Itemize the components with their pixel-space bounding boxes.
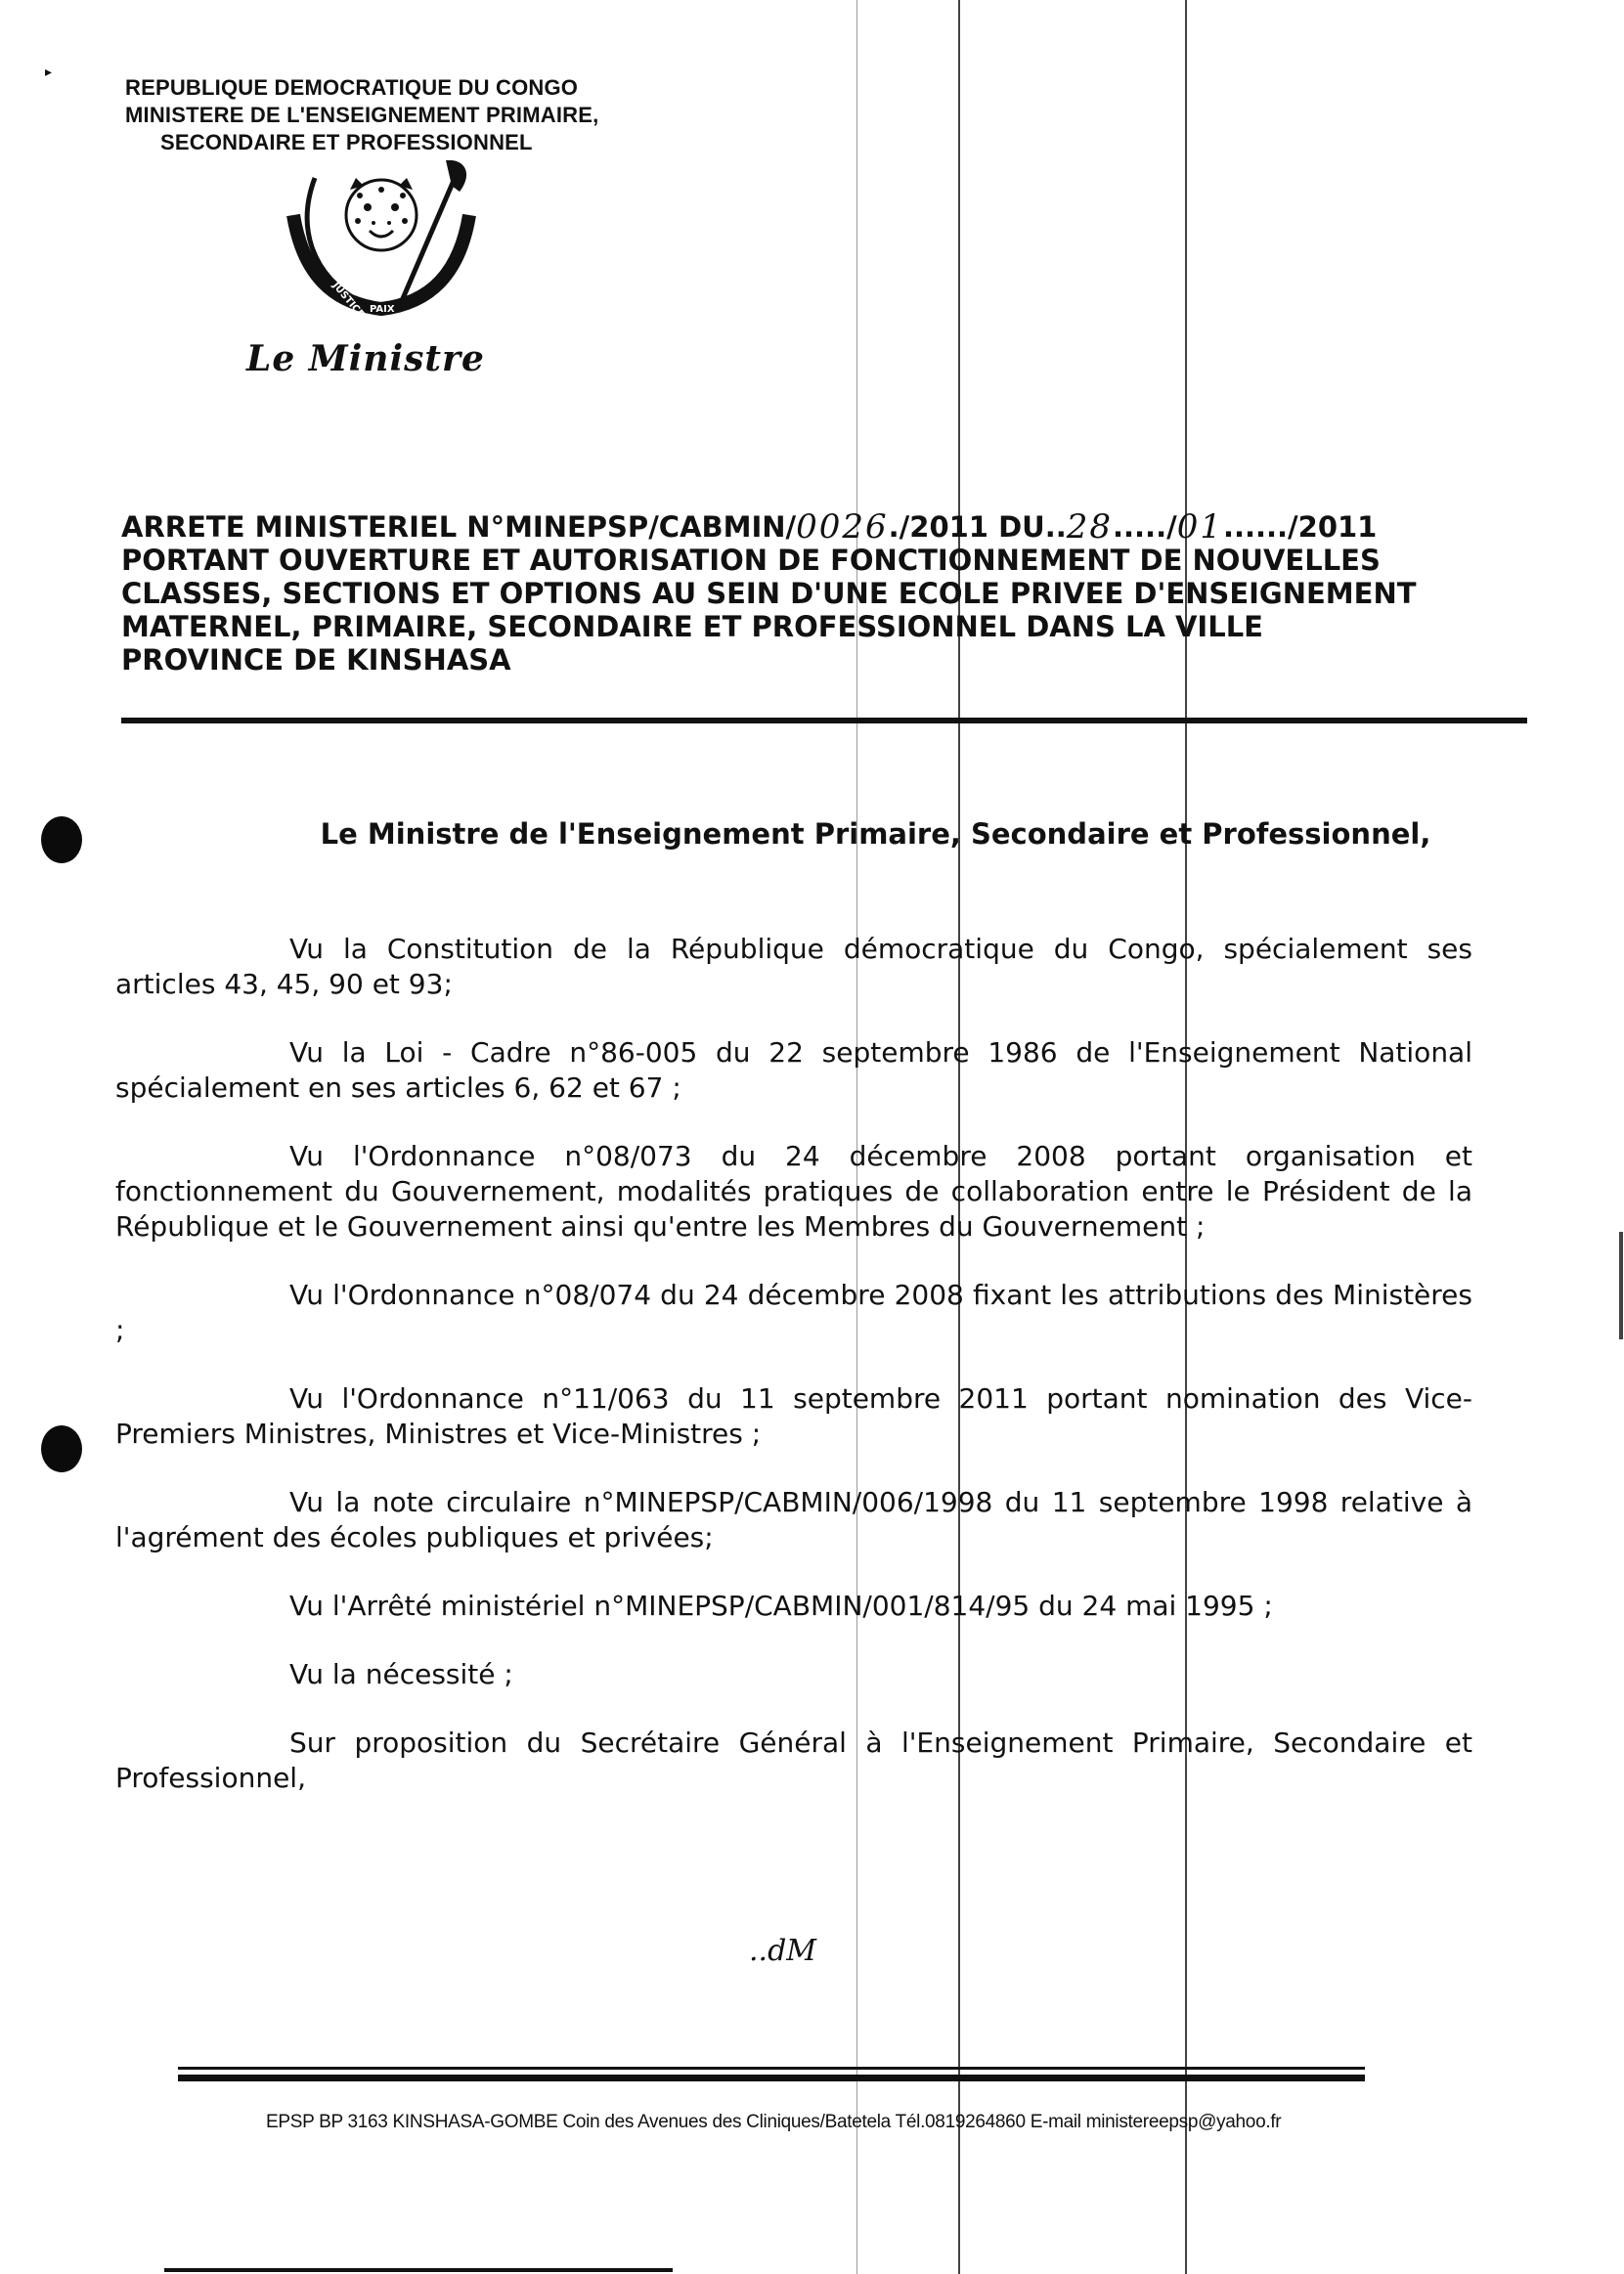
header-republic: REPUBLIQUE DEMOCRATIQUE DU CONGO: [125, 75, 579, 100]
coat-of-arms-emblem: [264, 156, 499, 332]
decree-number-handwritten: 0026: [796, 507, 889, 547]
decree-subject-line: PORTANT OUVERTURE ET AUTORISATION DE FONCTIONNEMENT DE NOUVELLES: [121, 544, 1381, 577]
considerant-paragraph: Vu la Constitution de la République démocratique du Congo, spécialement ses articles 43, 45, 90 et 93;: [115, 933, 1472, 1000]
decree-reference-line: [121, 507, 1514, 547]
decree-year: ....../2011: [1222, 510, 1378, 544]
considerant-paragraph: Vu la note circulaire n°MINEPSP/CABMIN/006/1998 du 11 septembre 1998 relative à l'agrément des écoles publiques et privées;: [115, 1486, 1472, 1553]
header-ministry-continued: SECONDAIRE ET PROFESSIONNEL: [160, 130, 533, 154]
minister-signature-title: Le Ministre: [246, 338, 485, 379]
decree-subject-line: PROVINCE DE KINSHASA: [121, 643, 511, 677]
decree-title: [121, 507, 1514, 677]
considerant-paragraph: Vu l'Arrêté ministériel n°MINEPSP/CABMIN/001/814/95 du 24 mai 1995 ;: [289, 1590, 1273, 1622]
header-ministry: MINISTERE DE L'ENSEIGNEMENT PRIMAIRE,: [125, 103, 599, 127]
emblem-motto-justice: JUSTICE: [329, 280, 367, 321]
punch-hole: [41, 1425, 82, 1472]
decree-subject-line: MATERNEL, PRIMAIRE, SECONDAIRE ET PROFESSIONNEL DANS LA VILLE: [121, 610, 1263, 643]
decree-body: [115, 932, 1472, 1829]
decree-month-handwritten: 01: [1176, 507, 1223, 547]
considerant-paragraph: Vu l'Ordonnance n°08/074 du 24 décembre 2008 fixant les attributions des Ministères ;: [115, 1279, 1472, 1346]
considerant-paragraph: Vu l'Ordonnance n°08/073 du 24 décembre 2008 portant organisation et fonctionnement du Gouvernement, modalités pratiques de collaboration entre le Président de la République et le Gouvernement ainsi qu'entre les Membres du Gouvernement ;: [115, 1140, 1472, 1243]
ministry-header: [125, 74, 598, 156]
considerant-paragraph: Vu la Loi - Cadre n°86-005 du 22 septembre 1986 de l'Enseignement National spécialement en ses articles 6, 62 et 67 ;: [115, 1036, 1472, 1104]
decree-day-handwritten: 28: [1066, 507, 1113, 547]
handwritten-initials: ..dM: [749, 1934, 816, 1968]
footer-address: EPSP BP 3163 KINSHASA-GOMBE Coin des Avenues des Cliniques/Batetela Tél.0819264860 E-mail ministereepsp@yahoo.fr: [266, 2112, 1282, 2132]
decree-reference-prefix: ARRETE MINISTERIEL N°MINEPSP/CABMIN/: [121, 510, 797, 544]
bottom-edge-rule: [164, 2268, 673, 2272]
decree-subject-line: CLASSES, SECTIONS ET OPTIONS AU SEIN D'UNE ECOLE PRIVEE D'ENSEIGNEMENT: [121, 577, 1417, 610]
footer-divider: [178, 2075, 1365, 2081]
emblem-motto-travail: TRAVAIL: [421, 224, 458, 268]
decree-reference-middle: ./2011 DU..: [888, 510, 1067, 544]
considerant-paragraph: Vu l'Ordonnance n°11/063 du 11 septembre 2011 portant nomination des Vice-Premiers Ministres, Ministres et Vice-Ministres ;: [115, 1382, 1472, 1450]
leopard-head-icon: [346, 178, 417, 250]
minister-heading: Le Ministre de l'Enseignement Primaire, Secondaire et Professionnel,: [320, 817, 1431, 851]
considerant-paragraph: Vu la nécessité ;: [289, 1658, 513, 1690]
decree-date-separator: ...../: [1113, 510, 1177, 544]
scan-mark: ▸: [45, 65, 53, 80]
considerant-paragraph: Sur proposition du Secrétaire Général à l'Enseignement Primaire, Secondaire et Professionnel,: [115, 1727, 1472, 1794]
emblem-motto-paix: PAIX: [370, 304, 395, 315]
scan-line: [1619, 1232, 1623, 1339]
title-divider: [121, 718, 1527, 723]
footer-divider: [178, 2067, 1365, 2070]
